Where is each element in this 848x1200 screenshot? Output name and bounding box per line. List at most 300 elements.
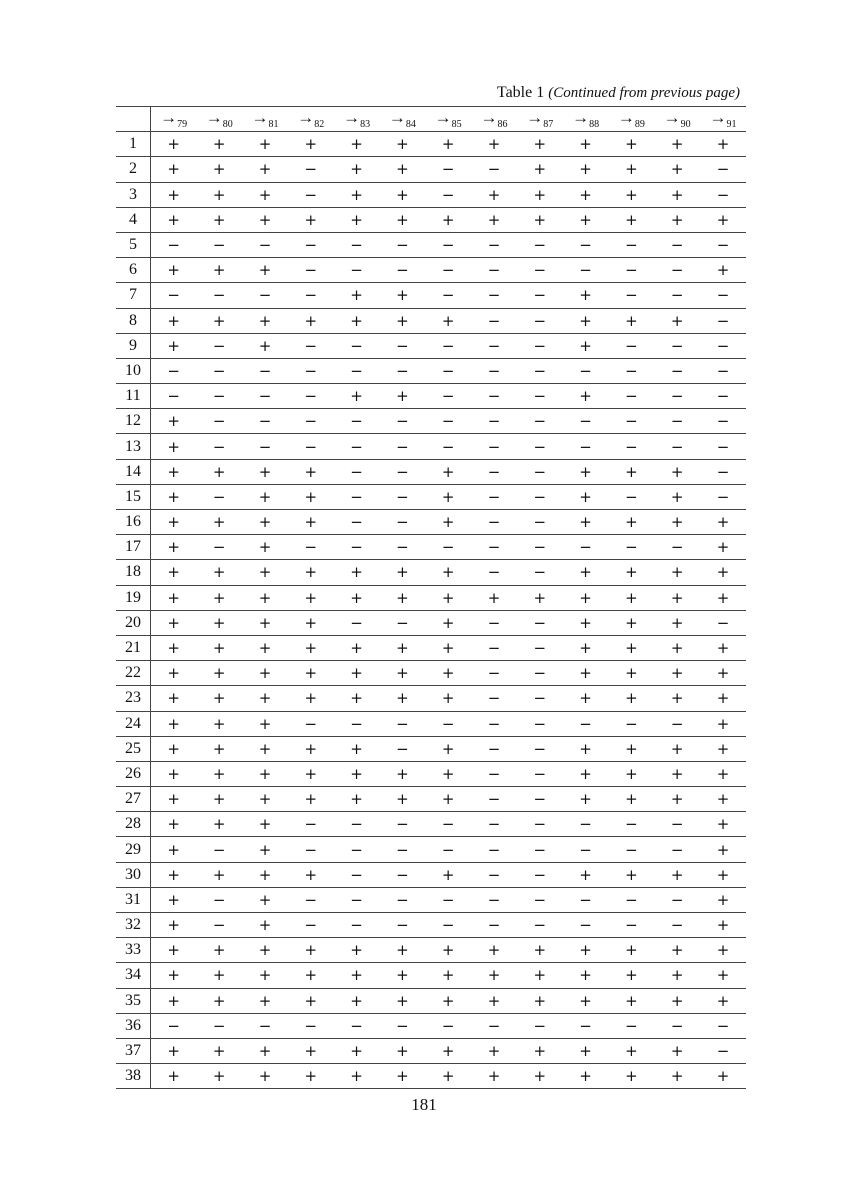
table-row — [116, 510, 746, 535]
table-cell: − — [563, 409, 609, 434]
row-label: 23 — [116, 686, 151, 711]
table-cell: + — [517, 963, 563, 988]
table-cell: − — [196, 837, 242, 862]
table-cell: + — [379, 787, 425, 812]
table-cell: − — [425, 258, 471, 283]
table-cell: − — [563, 913, 609, 938]
table-cell: − — [517, 258, 563, 283]
table-cell: + — [608, 182, 654, 207]
table-cell: − — [654, 1013, 700, 1038]
table-cell: + — [563, 585, 609, 610]
table-cell: − — [196, 232, 242, 257]
table-cell: − — [288, 409, 334, 434]
table-cell: − — [425, 1013, 471, 1038]
row-label: 20 — [116, 610, 151, 635]
table-cell: + — [425, 938, 471, 963]
table-row — [116, 182, 746, 207]
table-cell: − — [700, 610, 746, 635]
table-cell: + — [379, 1038, 425, 1063]
table-cell: − — [288, 711, 334, 736]
table-cell: + — [242, 887, 288, 912]
table-cell: + — [654, 182, 700, 207]
table-cell: − — [654, 887, 700, 912]
table-row — [116, 384, 746, 409]
table-cell: + — [425, 635, 471, 660]
table-cell: + — [563, 207, 609, 232]
table-row — [116, 913, 746, 938]
table-cell: + — [288, 585, 334, 610]
table-cell: − — [196, 484, 242, 509]
table-cell: + — [608, 736, 654, 761]
row-label: 22 — [116, 661, 151, 686]
table-cell: + — [288, 862, 334, 887]
table-cell: + — [654, 988, 700, 1013]
table-cell: + — [334, 132, 380, 157]
table-cell: + — [700, 1064, 746, 1089]
table-cell: + — [425, 585, 471, 610]
table-cell: + — [654, 661, 700, 686]
table-cell: − — [471, 635, 517, 660]
table-cell: + — [151, 484, 197, 509]
row-label: 9 — [116, 333, 151, 358]
table-cell: + — [654, 510, 700, 535]
table-cell: + — [379, 635, 425, 660]
table-cell: − — [151, 1013, 197, 1038]
table-row — [116, 258, 746, 283]
row-label: 24 — [116, 711, 151, 736]
table-cell: + — [242, 913, 288, 938]
table-cell: + — [334, 938, 380, 963]
column-subscript: 81 — [268, 119, 279, 131]
table-cell: + — [334, 1038, 380, 1063]
table-row — [116, 434, 746, 459]
table-cell: + — [700, 862, 746, 887]
table-cell: − — [608, 232, 654, 257]
table-cell: + — [608, 459, 654, 484]
table-cell: + — [654, 560, 700, 585]
table-cell: + — [563, 384, 609, 409]
table-cell: − — [654, 384, 700, 409]
table-cell: − — [425, 358, 471, 383]
table-cell: + — [242, 510, 288, 535]
table-cell: − — [517, 1013, 563, 1038]
table-cell: + — [654, 1064, 700, 1089]
table-cell: + — [151, 333, 197, 358]
table-cell: − — [700, 308, 746, 333]
table-cell: + — [242, 661, 288, 686]
table-row — [116, 157, 746, 182]
table-cell: + — [288, 459, 334, 484]
table-cell: − — [471, 535, 517, 560]
table-cell: + — [471, 963, 517, 988]
table-cell: + — [242, 862, 288, 887]
table-cell: + — [563, 938, 609, 963]
table-cell: + — [471, 1064, 517, 1089]
table-cell: − — [700, 434, 746, 459]
table-cell: − — [517, 862, 563, 887]
table-cell: + — [563, 761, 609, 786]
table-cell: + — [425, 686, 471, 711]
table-cell: − — [196, 434, 242, 459]
table-cell: + — [425, 610, 471, 635]
table-cell: + — [242, 736, 288, 761]
table-cell: + — [425, 484, 471, 509]
row-label: 27 — [116, 787, 151, 812]
table-cell: − — [379, 913, 425, 938]
table-cell: + — [151, 913, 197, 938]
table-cell: − — [471, 157, 517, 182]
table-cell: + — [151, 761, 197, 786]
table-cell: + — [334, 686, 380, 711]
table-cell: + — [334, 560, 380, 585]
table-row — [116, 409, 746, 434]
table-cell: + — [563, 635, 609, 660]
table-cell: + — [242, 938, 288, 963]
table-cell: − — [379, 610, 425, 635]
table-cell: + — [379, 1064, 425, 1089]
table-cell: − — [471, 258, 517, 283]
table-cell: + — [700, 963, 746, 988]
table-cell: + — [654, 761, 700, 786]
table-cell: + — [288, 686, 334, 711]
table-cell: − — [334, 258, 380, 283]
table-cell: + — [563, 333, 609, 358]
column-subscript: 82 — [314, 119, 325, 131]
table-cell: − — [608, 283, 654, 308]
table-cell: − — [425, 182, 471, 207]
table-cell: − — [517, 610, 563, 635]
table-cell: + — [196, 132, 242, 157]
table-cell: + — [608, 988, 654, 1013]
table-cell: − — [471, 510, 517, 535]
table-cell: + — [563, 1064, 609, 1089]
table-cell: − — [288, 258, 334, 283]
table-header-row — [116, 107, 746, 132]
table-cell: + — [151, 1064, 197, 1089]
row-label: 28 — [116, 812, 151, 837]
table-cell: + — [608, 132, 654, 157]
table-cell: − — [379, 535, 425, 560]
table-cell: − — [334, 358, 380, 383]
table-cell: + — [608, 661, 654, 686]
table-cell: − — [563, 837, 609, 862]
table-cell: − — [334, 837, 380, 862]
table-cell: + — [700, 635, 746, 660]
table-cell: − — [334, 711, 380, 736]
table-cell: + — [425, 761, 471, 786]
table-cell: + — [196, 963, 242, 988]
table-cell: − — [196, 409, 242, 434]
table-cell: + — [242, 132, 288, 157]
table-cell: + — [471, 938, 517, 963]
row-label: 37 — [116, 1038, 151, 1063]
table-row — [116, 988, 746, 1013]
table-cell: + — [151, 535, 197, 560]
table-cell: + — [563, 610, 609, 635]
table-cell: + — [425, 308, 471, 333]
arrow-icon: → — [297, 108, 315, 128]
table-cell: + — [379, 207, 425, 232]
table-cell: − — [517, 711, 563, 736]
arrow-icon: → — [617, 108, 635, 128]
table-cell: − — [517, 686, 563, 711]
table-cell: − — [151, 384, 197, 409]
table-cell: + — [242, 333, 288, 358]
table-cell: + — [654, 686, 700, 711]
table-cell: − — [288, 333, 334, 358]
row-label: 13 — [116, 434, 151, 459]
table-cell: − — [288, 812, 334, 837]
row-label: 11 — [116, 384, 151, 409]
table-cell: − — [425, 384, 471, 409]
table-cell: − — [563, 258, 609, 283]
table-cell: + — [151, 862, 197, 887]
table-cell: − — [334, 510, 380, 535]
row-label: 25 — [116, 736, 151, 761]
table-cell: + — [700, 787, 746, 812]
table-cell: + — [379, 560, 425, 585]
table-cell: + — [242, 535, 288, 560]
table-cell: + — [379, 938, 425, 963]
table-cell: − — [242, 358, 288, 383]
table-cell: − — [654, 333, 700, 358]
table-cell: + — [700, 585, 746, 610]
table-cell: − — [379, 837, 425, 862]
row-label: 5 — [116, 232, 151, 257]
table-cell: − — [517, 661, 563, 686]
table-cell: + — [288, 736, 334, 761]
table-cell: + — [425, 1064, 471, 1089]
table-cell: − — [517, 812, 563, 837]
table-cell: + — [700, 761, 746, 786]
table-cell: − — [700, 358, 746, 383]
table-cell: + — [151, 686, 197, 711]
column-header — [517, 107, 563, 132]
table-cell: + — [563, 686, 609, 711]
table-cell: + — [654, 963, 700, 988]
table-row — [116, 635, 746, 660]
table-cell: + — [196, 736, 242, 761]
column-header — [654, 107, 700, 132]
table-cell: + — [563, 182, 609, 207]
row-label: 26 — [116, 761, 151, 786]
table-cell: + — [334, 661, 380, 686]
column-header — [334, 107, 380, 132]
table-cell: + — [288, 635, 334, 660]
row-label: 30 — [116, 862, 151, 887]
column-subscript: 79 — [177, 119, 188, 131]
table-cell: + — [563, 157, 609, 182]
table-cell: + — [151, 736, 197, 761]
table-cell: + — [517, 1038, 563, 1063]
table-cell: + — [563, 862, 609, 887]
table-cell: − — [242, 232, 288, 257]
row-label: 34 — [116, 963, 151, 988]
table-row — [116, 1038, 746, 1063]
table-row — [116, 963, 746, 988]
table-cell: − — [654, 812, 700, 837]
table-cell: − — [517, 560, 563, 585]
table-cell: − — [334, 812, 380, 837]
table-cell: + — [288, 963, 334, 988]
table-row — [116, 358, 746, 383]
table-cell: + — [288, 560, 334, 585]
table-cell: + — [654, 1038, 700, 1063]
arrow-icon: → — [572, 108, 590, 128]
table-cell: − — [196, 283, 242, 308]
table-cell: + — [563, 283, 609, 308]
table-cell: + — [379, 661, 425, 686]
table-cell: + — [425, 787, 471, 812]
table-cell: + — [654, 157, 700, 182]
column-subscript: 83 — [360, 119, 371, 131]
table-cell: − — [196, 384, 242, 409]
table-cell: + — [151, 510, 197, 535]
table-cell: − — [379, 484, 425, 509]
table-row — [116, 132, 746, 157]
table-cell: + — [700, 913, 746, 938]
table-cell: − — [517, 384, 563, 409]
table-cell: + — [563, 963, 609, 988]
table-cell: + — [700, 837, 746, 862]
table-cell: + — [654, 787, 700, 812]
row-label: 16 — [116, 510, 151, 535]
column-subscript: 86 — [497, 119, 508, 131]
table-cell: + — [151, 610, 197, 635]
table-cell: + — [608, 308, 654, 333]
table-cell: + — [334, 182, 380, 207]
table-cell: + — [425, 207, 471, 232]
table-row — [116, 585, 746, 610]
table-cell: + — [471, 182, 517, 207]
table-cell: + — [700, 711, 746, 736]
table-cell: − — [471, 761, 517, 786]
column-header — [288, 107, 334, 132]
table-row — [116, 812, 746, 837]
row-label: 1 — [116, 132, 151, 157]
table-cell: − — [379, 510, 425, 535]
column-header — [563, 107, 609, 132]
table-row — [116, 484, 746, 509]
table-cell: − — [471, 333, 517, 358]
table-row — [116, 459, 746, 484]
header-corner — [116, 107, 151, 132]
table-cell: − — [654, 258, 700, 283]
table-cell: − — [700, 333, 746, 358]
table-cell: − — [608, 484, 654, 509]
table-cell: − — [471, 610, 517, 635]
table-cell: + — [151, 585, 197, 610]
table-cell: − — [471, 661, 517, 686]
table-cell: − — [288, 384, 334, 409]
table-cell: + — [334, 988, 380, 1013]
table-cell: − — [425, 333, 471, 358]
table-cell: + — [654, 635, 700, 660]
table-cell: + — [151, 258, 197, 283]
table-cell: + — [242, 459, 288, 484]
table-cell: + — [242, 635, 288, 660]
table-cell: + — [517, 1064, 563, 1089]
column-subscript: 84 — [405, 119, 416, 131]
table-cell: − — [517, 913, 563, 938]
page-number: 181 — [411, 1095, 437, 1114]
table-cell: + — [151, 963, 197, 988]
table-cell: + — [654, 308, 700, 333]
table-cell: + — [242, 182, 288, 207]
table-cell: − — [288, 157, 334, 182]
table-cell: − — [654, 409, 700, 434]
table-cell: − — [517, 434, 563, 459]
table-cell: + — [196, 182, 242, 207]
table-cell: − — [379, 358, 425, 383]
table-cell: + — [700, 535, 746, 560]
table-cell: + — [334, 308, 380, 333]
table-row — [116, 862, 746, 887]
table-cell: + — [151, 711, 197, 736]
table-cell: − — [151, 232, 197, 257]
table-cell: − — [654, 358, 700, 383]
table-cell: + — [288, 1064, 334, 1089]
table-cell: + — [196, 812, 242, 837]
table-cell: + — [471, 132, 517, 157]
table-row — [116, 1064, 746, 1089]
table-cell: − — [425, 711, 471, 736]
table-cell: − — [517, 459, 563, 484]
table-cell: + — [334, 157, 380, 182]
table-cell: + — [563, 988, 609, 1013]
table-cell: + — [334, 635, 380, 660]
table-cell: − — [517, 333, 563, 358]
table-cell: + — [334, 1064, 380, 1089]
table-cell: − — [517, 535, 563, 560]
table-cell: + — [196, 635, 242, 660]
table-cell: − — [196, 887, 242, 912]
table-cell: + — [425, 560, 471, 585]
table-cell: − — [425, 232, 471, 257]
table-cell: + — [379, 182, 425, 207]
table-cell: + — [288, 308, 334, 333]
table-cell: + — [288, 938, 334, 963]
table-cell: + — [608, 787, 654, 812]
table-cell: − — [563, 1013, 609, 1038]
table-cell: − — [517, 510, 563, 535]
table-cell: + — [608, 157, 654, 182]
table-cell: − — [379, 459, 425, 484]
table-cell: − — [563, 887, 609, 912]
table-cell: − — [471, 459, 517, 484]
table-cell: − — [379, 258, 425, 283]
table-row — [116, 283, 746, 308]
table-cell: + — [517, 132, 563, 157]
table-cell: + — [379, 308, 425, 333]
table-cell: + — [608, 963, 654, 988]
table-cell: − — [425, 535, 471, 560]
table-cell: − — [471, 862, 517, 887]
row-label: 17 — [116, 535, 151, 560]
table-cell: + — [196, 661, 242, 686]
row-label: 14 — [116, 459, 151, 484]
table-cell: + — [700, 132, 746, 157]
table-cell: + — [379, 686, 425, 711]
table-cell: + — [608, 862, 654, 887]
table-cell: − — [471, 434, 517, 459]
table-cell: + — [288, 661, 334, 686]
table-cell: − — [517, 232, 563, 257]
table-cell: − — [654, 837, 700, 862]
column-subscript: 80 — [222, 119, 233, 131]
table-cell: − — [563, 812, 609, 837]
table-cell: − — [608, 333, 654, 358]
